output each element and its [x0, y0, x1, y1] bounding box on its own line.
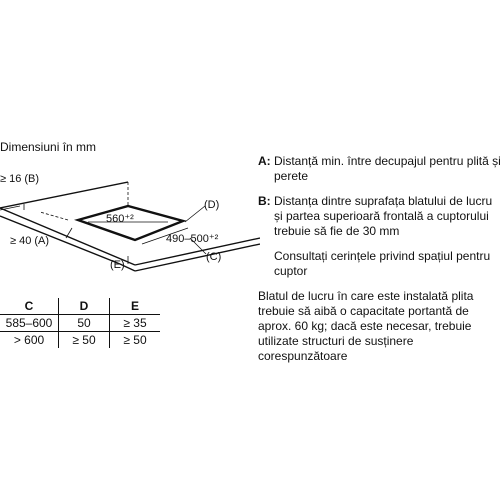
note-b: [258, 194, 501, 239]
label-e: (E): [110, 259, 125, 271]
note-a-key: A:: [258, 154, 271, 168]
table-cell: ≥ 50: [59, 332, 110, 349]
dimension-table: [0, 298, 160, 348]
table-row: [0, 315, 160, 332]
table-cell: > 600: [0, 332, 59, 349]
cutout-depth-label: 490–500⁺²: [166, 233, 219, 245]
table-cell: 50: [59, 315, 110, 332]
column-header-d: D: [59, 298, 110, 315]
label-a: ≥ 40 (A): [10, 235, 50, 247]
notes-panel: [258, 154, 501, 374]
cutout-width-label: 560⁺²: [106, 213, 134, 225]
note-a: [258, 154, 501, 184]
table-header-row: [0, 298, 160, 315]
table-row: [0, 332, 160, 349]
label-c: (C): [206, 251, 222, 263]
wall-reference-line: [40, 212, 68, 220]
cutout-diagram: [0, 160, 260, 300]
table-cell: ≥ 50: [110, 332, 161, 349]
label-d: (D): [204, 199, 220, 211]
note-a-text: Distanță min. între decupajul pentru plită și perete: [274, 154, 501, 183]
note-worktop: Blatul de lucru în care este instalată plita trebuie să aibă o capacitate portantă de aprox. 60 kg; dacă este necesar, trebuie utilizate structuri de susținere corespunzătoare: [258, 289, 474, 363]
note-consult: Consultați cerințele privind spațiul pentru cuptor: [274, 249, 491, 278]
table-cell: ≥ 35: [110, 315, 161, 332]
label-b: ≥ 16 (B): [0, 173, 40, 185]
column-header-e: E: [110, 298, 161, 315]
table-cell: 585–600: [0, 315, 59, 332]
note-b-text: Distanța dintre suprafața blatului de lucru și partea superioară frontală a cuptorului trebuie să fie de 30 mm: [274, 194, 493, 238]
page-title: Dimensiuni în mm: [0, 140, 97, 154]
note-b-key: B:: [258, 194, 271, 208]
column-header-c: C: [0, 298, 59, 315]
